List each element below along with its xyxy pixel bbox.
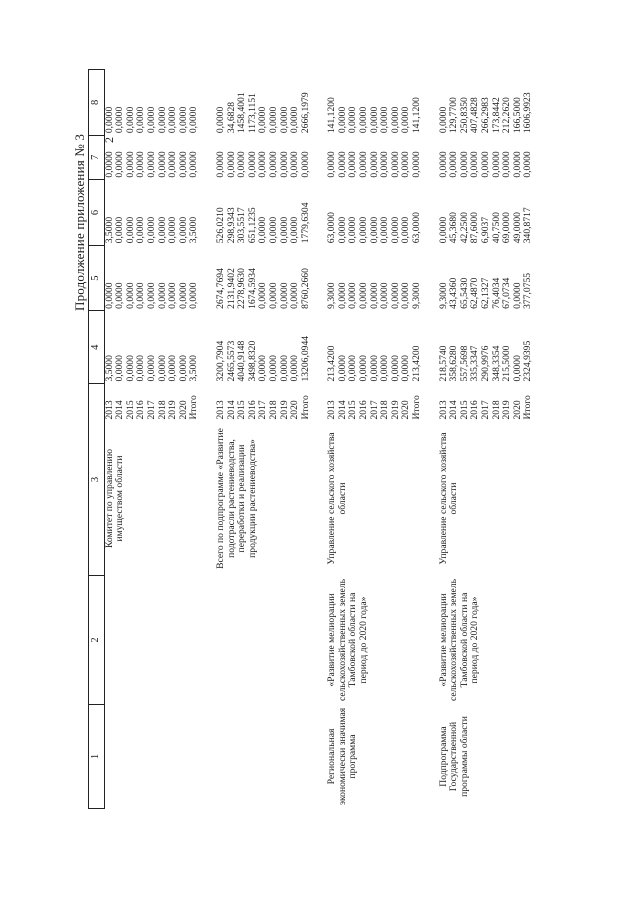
value-cell: 0,0000: [469, 151, 481, 178]
value-cell: 0,0000: [389, 216, 401, 244]
value-cell: 0,0000: [103, 151, 115, 178]
value-cell: 1779,6304: [299, 202, 311, 244]
value-cell: 129,7700: [448, 97, 460, 134]
value-cell: 0,0000: [156, 151, 168, 178]
value-cell: 0,0000: [379, 216, 391, 244]
value-cell: 0,0000: [511, 282, 523, 309]
year-cell: 2015: [124, 400, 136, 420]
value-cell: 0,0000: [257, 216, 269, 244]
year-cell: 2015: [236, 400, 248, 420]
value-cell: 557,5698: [458, 345, 470, 382]
budget-table: [88, 69, 534, 809]
value-cell: 0,0000: [135, 216, 147, 244]
value-cell: 40,7500: [490, 212, 502, 244]
value-cell: 218,5740: [437, 345, 449, 382]
value-cell: 0,0000: [145, 216, 157, 244]
value-cell: 0,0000: [400, 216, 412, 244]
value-cell: 0,0000: [167, 216, 179, 244]
value-cell: 213,4200: [326, 345, 338, 382]
value-cell: 0,0000: [299, 151, 311, 178]
value-cell: 0,0000: [124, 216, 136, 244]
value-cell: 2666,1979: [299, 92, 311, 134]
value-cell: 0,0000: [267, 216, 279, 244]
block-executor: Всего по подпрограмме «Развитие подотрасли растениеводства, переработки и реализации продукции растениеводства»: [214, 428, 258, 569]
value-cell: 0,0000: [145, 106, 157, 134]
value-cell: 0,0000: [336, 355, 348, 382]
value-cell: 0,0000: [267, 106, 279, 134]
table-row: [104, 70, 115, 809]
value-cell: 0,0000: [214, 151, 226, 178]
header-col-7: 7: [89, 135, 105, 180]
value-cell: 0,0000: [177, 216, 189, 244]
value-cell: 0,0000: [278, 282, 290, 309]
block-program-name: [104, 576, 200, 705]
block-program-type: Подпрограмма Государственной программы области: [437, 716, 470, 797]
value-cell: 141,1200: [326, 97, 338, 134]
value-cell: 0,0000: [511, 151, 523, 178]
table-header: [89, 70, 105, 809]
year-cell: 2013: [437, 400, 449, 420]
year-cell: 2017: [145, 400, 157, 420]
value-cell: 303,5517: [236, 207, 248, 244]
value-cell: 3200,7904: [214, 340, 226, 382]
value-cell: 0,0000: [368, 355, 380, 382]
value-cell: 0,0000: [267, 355, 279, 382]
value-cell: 0,0000: [389, 282, 401, 309]
value-cell: 8760,2660: [299, 268, 311, 309]
value-cell: 42,2500: [458, 212, 470, 244]
year-cell: 2013: [214, 400, 226, 420]
year-cell: 2013: [326, 400, 338, 420]
value-cell: 1173,1151: [246, 93, 258, 134]
value-cell: 0,0000: [135, 106, 147, 134]
year-cell: 2020: [177, 400, 189, 420]
value-cell: 0,0000: [379, 355, 391, 382]
value-cell: 0,0000: [124, 151, 136, 178]
block-program-type: Региональная экономически значимая программа: [326, 707, 359, 806]
value-cell: 0,0000: [400, 106, 412, 134]
value-cell: 3,5000: [188, 216, 200, 244]
value-cell: 0,0000: [167, 106, 179, 134]
value-cell: 3,5000: [103, 216, 115, 244]
value-cell: 2131,9402: [225, 268, 237, 309]
value-cell: 0,0000: [278, 106, 290, 134]
value-cell: 0,0000: [257, 282, 269, 309]
block-program-name: «Развитие мелиорации сельскохозяйственных земель Тамбовской области на период до 2020 года»: [326, 579, 370, 701]
value-cell: 0,0000: [336, 216, 348, 244]
block-executor: Комитет по управлению имуществом области: [103, 449, 126, 548]
value-cell: 62,1327: [480, 277, 491, 309]
value-cell: 0,0000: [124, 282, 136, 309]
value-cell: 0,0000: [167, 282, 179, 309]
value-cell: 13206,0944: [299, 335, 311, 382]
value-cell: 407,4828: [469, 97, 481, 134]
value-cell: 0,0000: [135, 355, 147, 382]
value-cell: 2674,7694: [214, 268, 226, 309]
continuation-label: Продолжение приложения № 3: [72, 133, 87, 311]
year-cell: Итого: [299, 395, 311, 420]
value-cell: 2324,9395: [522, 340, 534, 382]
table-row: [327, 70, 338, 809]
year-cell: 2015: [458, 400, 470, 420]
year-cell: 2013: [103, 400, 115, 420]
year-cell: Итого: [411, 395, 423, 420]
year-cell: 2018: [379, 400, 391, 420]
value-cell: 1674,5934: [246, 268, 258, 309]
value-cell: 49,0000: [511, 212, 523, 244]
value-cell: 1606,9923: [522, 92, 534, 134]
value-cell: 0,0000: [411, 151, 423, 178]
year-cell: 2020: [400, 400, 412, 420]
value-cell: 0,0000: [177, 151, 189, 178]
value-cell: 0,0000: [177, 355, 189, 382]
value-cell: 0,0000: [214, 106, 226, 134]
value-cell: 358,6280: [448, 345, 460, 382]
value-cell: 0,0000: [289, 355, 301, 382]
header-col-5: 5: [89, 245, 105, 311]
value-cell: 651,1235: [246, 207, 258, 244]
value-cell: 0,0000: [225, 151, 237, 178]
value-cell: 0,0000: [156, 106, 168, 134]
value-cell: 298,9343: [225, 207, 237, 244]
value-cell: 76,4034: [490, 277, 502, 309]
value-cell: 0,0000: [114, 216, 126, 244]
value-cell: 0,0000: [278, 355, 290, 382]
value-cell: 0,0000: [156, 355, 168, 382]
value-cell: 0,0000: [326, 151, 338, 178]
value-cell: 335,3347: [469, 345, 481, 382]
value-cell: 250,8350: [458, 97, 470, 134]
value-cell: 141,1200: [411, 97, 423, 134]
value-cell: 290,9976: [480, 345, 491, 382]
header-col-4: 4: [89, 311, 105, 384]
year-cell: 2018: [490, 400, 502, 420]
value-cell: 173,8442: [490, 97, 502, 134]
value-cell: 0,0000: [135, 151, 147, 178]
value-cell: 0,0000: [257, 151, 269, 178]
value-cell: 212,2620: [501, 97, 513, 134]
value-cell: 0,0000: [437, 216, 449, 244]
value-cell: 0,0000: [267, 151, 279, 178]
value-cell: 1458,4001: [236, 92, 248, 134]
year-cell: 2014: [114, 400, 126, 420]
value-cell: 0,0000: [501, 151, 513, 178]
year-cell: 2017: [480, 400, 491, 420]
value-cell: 0,0000: [389, 151, 401, 178]
block-executor: Управление сельского хозяйства области: [326, 432, 348, 565]
value-cell: 87,6000: [469, 212, 481, 244]
value-cell: 215,5000: [501, 345, 513, 382]
block-program-type: [216, 705, 311, 809]
value-cell: 4040,9148: [236, 340, 248, 382]
value-cell: 9,3000: [411, 282, 423, 309]
value-cell: 63,0000: [326, 212, 338, 244]
value-cell: 0,0000: [114, 355, 126, 382]
value-cell: 0,0000: [368, 216, 380, 244]
value-cell: 0,0000: [289, 106, 301, 134]
block-program-type: [104, 705, 200, 809]
year-cell: 2020: [511, 400, 523, 420]
page-number: 2: [102, 137, 116, 143]
header-col-3: 3: [89, 384, 105, 576]
year-cell: 2014: [225, 400, 237, 420]
year-cell: 2016: [135, 400, 147, 420]
value-cell: 0,0000: [135, 282, 147, 309]
year-cell: 2016: [358, 400, 370, 420]
year-cell: 2016: [469, 400, 481, 420]
header-col-2: 2: [89, 576, 105, 705]
value-cell: 0,0000: [400, 151, 412, 178]
value-cell: 0,0000: [156, 216, 168, 244]
value-cell: 0,0000: [358, 151, 370, 178]
value-cell: 0,0000: [278, 216, 290, 244]
value-cell: 3,5000: [103, 355, 115, 382]
year-cell: 2017: [257, 400, 269, 420]
header-col-6: 6: [89, 180, 105, 246]
value-cell: 0,0000: [267, 282, 279, 309]
value-cell: 348,3354: [490, 345, 502, 382]
value-cell: 0,0000: [289, 282, 301, 309]
value-cell: 45,3680: [448, 212, 460, 244]
year-cell: Итого: [522, 395, 534, 420]
table-row: [216, 70, 227, 809]
year-cell: 2019: [278, 400, 290, 420]
value-cell: 0,0000: [114, 151, 126, 178]
value-cell: 2278,9630: [236, 268, 248, 309]
value-cell: 34,6828: [225, 101, 237, 134]
value-cell: 62,4870: [469, 277, 481, 309]
value-cell: 0,0000: [347, 355, 359, 382]
value-cell: 0,0000: [368, 106, 380, 134]
table-row: [439, 70, 450, 809]
block-executor: Управление сельского хозяйства области: [437, 432, 460, 565]
year-cell: 2014: [448, 400, 460, 420]
value-cell: 0,0000: [347, 282, 359, 309]
value-cell: 0,0000: [124, 355, 136, 382]
value-cell: 0,0000: [368, 282, 380, 309]
value-cell: 69,0000: [501, 212, 513, 244]
value-cell: 0,0000: [336, 151, 348, 178]
value-cell: 67,0734: [501, 277, 513, 309]
value-cell: 0,0000: [389, 355, 401, 382]
value-cell: 9,3000: [437, 282, 449, 309]
value-cell: 0,0000: [114, 106, 126, 134]
year-cell: 2018: [156, 400, 168, 420]
year-cell: 2019: [389, 400, 401, 420]
value-cell: 0,0000: [336, 106, 348, 134]
value-cell: 0,0000: [156, 282, 168, 309]
value-cell: 377,0755: [522, 272, 534, 309]
value-cell: 0,0000: [145, 282, 157, 309]
value-cell: 3,5000: [188, 355, 200, 382]
value-cell: 0,0000: [379, 282, 391, 309]
year-cell: 2015: [347, 400, 359, 420]
block-spacer: [311, 70, 327, 809]
value-cell: 0,0000: [177, 282, 189, 309]
year-cell: 2017: [368, 400, 380, 420]
value-cell: 0,0000: [368, 151, 380, 178]
value-cell: 0,0000: [103, 282, 115, 309]
value-cell: 0,0000: [511, 355, 523, 382]
value-cell: 0,0000: [188, 106, 200, 134]
value-cell: 0,0000: [103, 106, 115, 134]
value-cell: 0,0000: [188, 282, 200, 309]
value-cell: 0,0000: [347, 106, 359, 134]
value-cell: 0,0000: [145, 355, 157, 382]
value-cell: 0,0000: [145, 151, 157, 178]
year-cell: 2018: [267, 400, 279, 420]
year-cell: 2019: [167, 400, 179, 420]
value-cell: 0,0000: [167, 355, 179, 382]
value-cell: 9,3000: [326, 282, 338, 309]
value-cell: 340,8717: [522, 207, 534, 244]
value-cell: 0,0000: [278, 151, 290, 178]
block-spacer: [200, 70, 216, 809]
value-cell: 0,0000: [236, 151, 248, 178]
year-cell: 2020: [289, 400, 301, 420]
value-cell: 0,0000: [379, 106, 391, 134]
value-cell: 63,0000: [411, 212, 423, 244]
value-cell: 526,0210: [214, 207, 226, 244]
value-cell: 0,0000: [257, 106, 269, 134]
value-cell: 0,0000: [522, 151, 534, 178]
value-cell: 0,0000: [448, 151, 460, 178]
value-cell: 0,0000: [358, 216, 370, 244]
value-cell: 3498,8320: [246, 340, 258, 382]
header-col-1: 1: [89, 705, 105, 809]
value-cell: 0,0000: [379, 151, 391, 178]
year-cell: 2019: [501, 400, 513, 420]
value-cell: 0,0000: [347, 216, 359, 244]
block-program-name: [216, 576, 311, 705]
year-cell: Итого: [188, 395, 200, 420]
value-cell: 213,4200: [411, 345, 423, 382]
header-col-8: 8: [89, 70, 105, 136]
block-spacer: [423, 70, 439, 809]
value-cell: 266,2983: [480, 97, 491, 134]
value-cell: 0,0000: [458, 151, 470, 178]
value-cell: 0,0000: [389, 106, 401, 134]
value-cell: 43,4360: [448, 277, 460, 309]
value-cell: 0,0000: [437, 151, 449, 178]
value-cell: 0,0000: [490, 151, 502, 178]
value-cell: 0,0000: [257, 355, 269, 382]
value-cell: 65,5430: [458, 277, 470, 309]
value-cell: 0,0000: [124, 106, 136, 134]
value-cell: 0,0000: [336, 282, 348, 309]
year-cell: 2016: [246, 400, 258, 420]
value-cell: 0,0000: [358, 282, 370, 309]
value-cell: 0,0000: [177, 106, 189, 134]
value-cell: 0,0000: [358, 106, 370, 134]
value-cell: 2465,5573: [225, 340, 237, 382]
value-cell: 0,0000: [188, 151, 200, 178]
value-cell: 0,0000: [358, 355, 370, 382]
value-cell: 0,0000: [289, 151, 301, 178]
value-cell: 0,0000: [167, 151, 179, 178]
value-cell: 0,0000: [347, 151, 359, 178]
value-cell: 0,0000: [246, 151, 258, 178]
value-cell: 0,0000: [437, 106, 449, 134]
value-cell: 6,9037: [480, 216, 491, 244]
value-cell: 0,0000: [480, 151, 491, 178]
value-cell: 0,0000: [289, 216, 301, 244]
value-cell: 166,5000: [511, 97, 523, 134]
block-program-name: «Развитие мелиорации сельскохозяйственных земель Тамбовской области на период до 2020 года»: [437, 579, 481, 701]
value-cell: 0,0000: [114, 282, 126, 309]
value-cell: 0,0000: [400, 282, 412, 309]
year-cell: 2014: [336, 400, 348, 420]
value-cell: 0,0000: [400, 355, 412, 382]
